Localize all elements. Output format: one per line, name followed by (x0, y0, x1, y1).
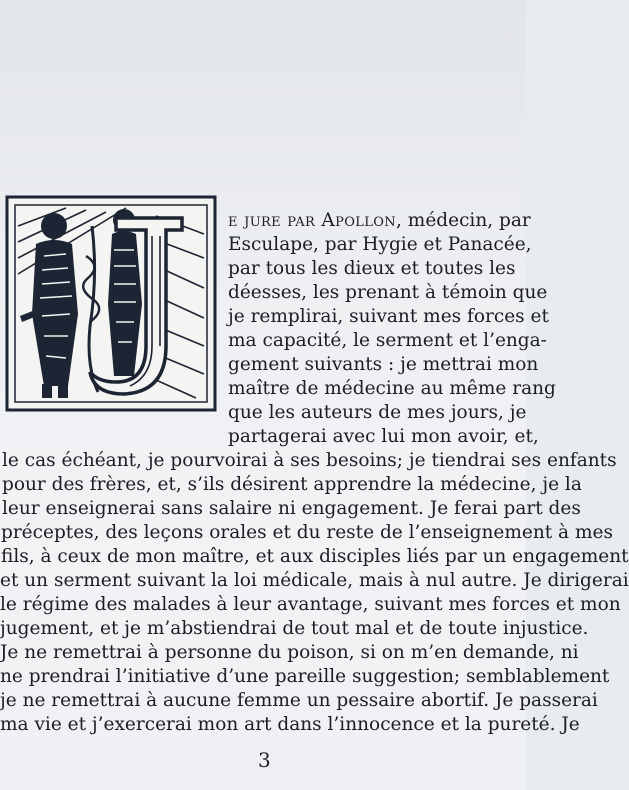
text-line: ma capacité, le serment et l’enga- (228, 330, 547, 351)
text-line: le régime des malades à leur avantage, suivant mes forces et mon (0, 594, 621, 615)
text-line: pour des frères, et, s’ils désirent apprendre la médecine, je la (2, 474, 582, 495)
text-line: leur enseignerai sans salaire ni engagement. Je ferai part des (2, 498, 581, 519)
text-line: fils, à ceux de mon maître, et aux disciples liés par un engagement (1, 546, 629, 567)
text-line: par tous les dieux et toutes les (228, 258, 516, 279)
text-line: je remplirai, suivant mes forces et (228, 306, 549, 327)
text-line: Je ne remettrai à personne du poison, si on m’en demande, ni (0, 642, 579, 663)
text-line: je ne remettrai à aucune femme un pessaire abortif. Je passerai (0, 690, 598, 711)
text-line: et un serment suivant la loi médicale, mais à nul autre. Je dirigerai (0, 570, 629, 591)
text-line: que les auteurs de mes jours, je (228, 402, 527, 423)
text-line: jugement, et je m’abstiendrai de tout mal et de toute injustice. (0, 618, 589, 639)
opening-rest: , médecin, par (396, 210, 531, 231)
text-line: gement suivants : je mettrai mon (228, 354, 539, 375)
text-line: ma vie et j’exercerai mon art dans l’innocence et la pureté. Je (0, 714, 580, 735)
text-line: préceptes, des leçons orales et du reste de l’enseignement à mes (1, 522, 613, 543)
page-number: 3 (258, 748, 271, 772)
text-line: déesses, les prenant à témoin que (228, 282, 548, 303)
text-line: partagerai avec lui mon avoir, et, (228, 426, 539, 447)
text-line: ne prendrai l’initiative d’une pareille suggestion; semblablement (0, 666, 610, 687)
text-line-1 (228, 212, 531, 231)
woodcut-drop-cap-j (6, 196, 216, 411)
text-line: maître de médecine au même rang (228, 378, 556, 399)
text-line: Esculape, par Hygie et Panacée, (228, 234, 532, 255)
text-line: le cas échéant, je pourvoirai à ses besoins; je tiendrai ses enfants (2, 450, 617, 471)
opening-small-caps: e jure par Apollon (228, 210, 397, 231)
